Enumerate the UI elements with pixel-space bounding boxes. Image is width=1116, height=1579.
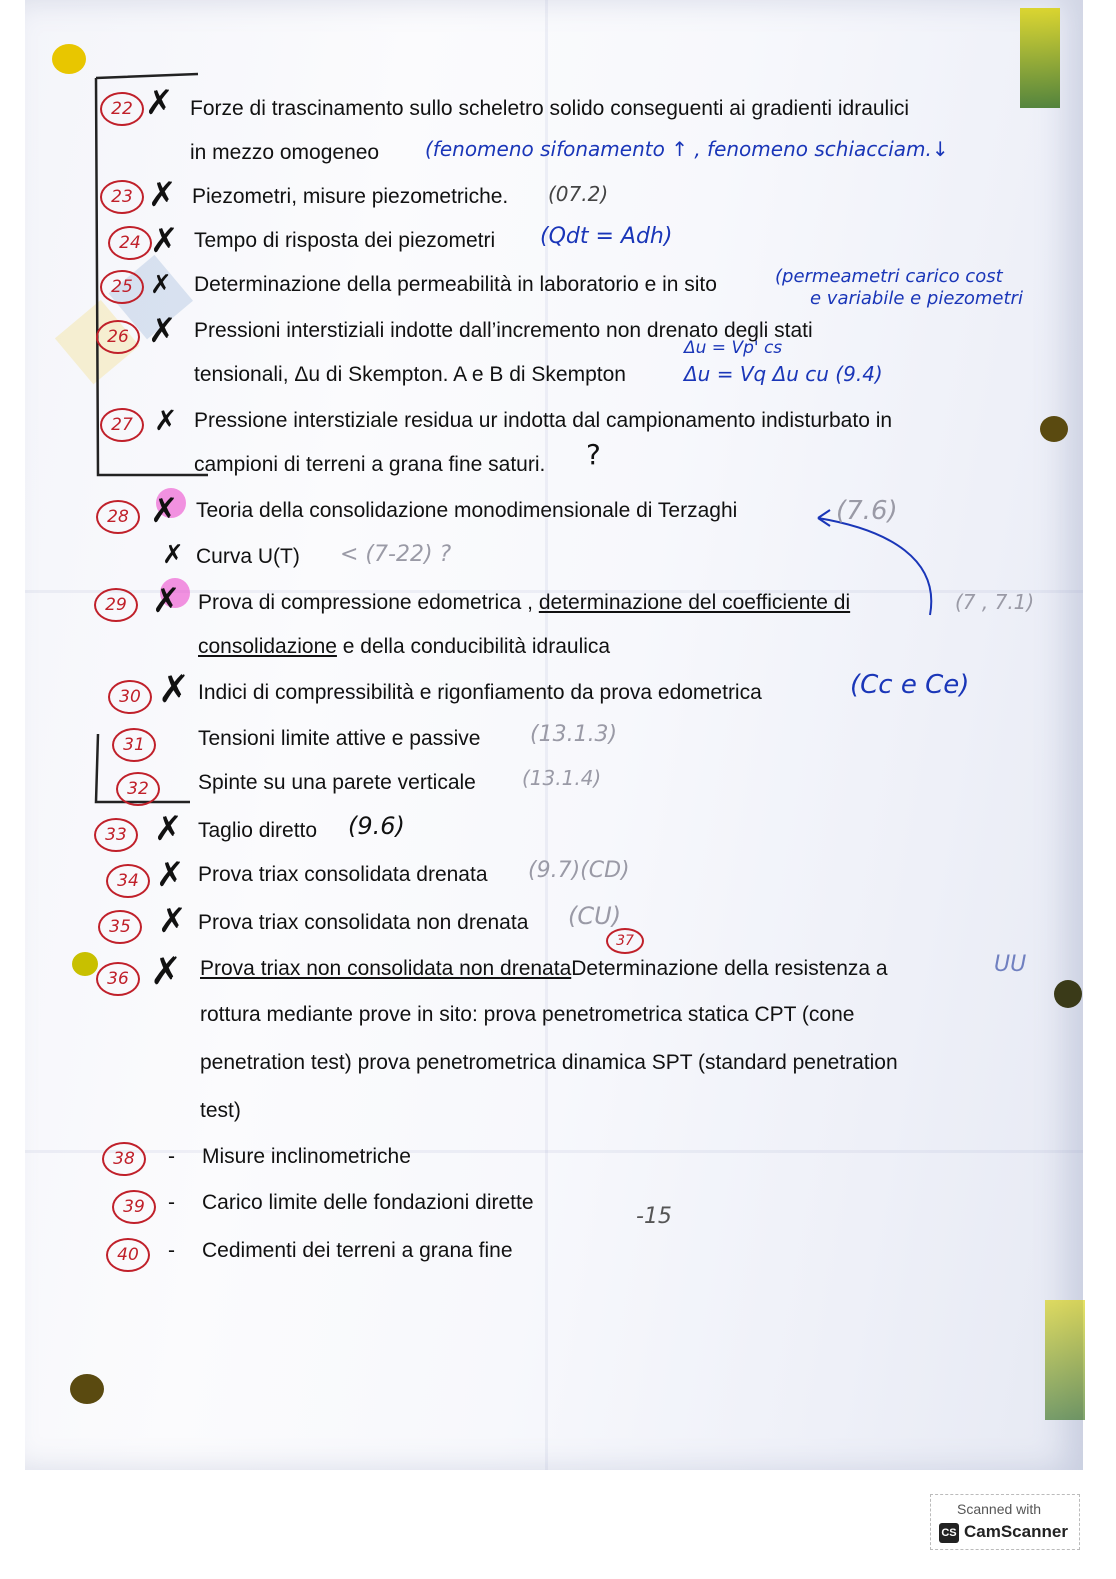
handwritten-note: (7 , 7.1) — [955, 590, 1035, 614]
cross-mark-icon: ✗ — [158, 901, 187, 941]
item-text: Curva U(T) — [196, 545, 300, 568]
cross-mark-icon: ✗ — [158, 667, 190, 711]
item-number: 22 — [100, 92, 144, 126]
item-number: 30 — [108, 680, 152, 714]
handwritten-note: (CU) — [568, 902, 622, 930]
item-text — [198, 590, 850, 616]
item-text: Indici di compressibilità e rigonfiamento da prova edometrica — [198, 681, 762, 704]
item-text-part: Determinazione della resistenza a — [571, 957, 888, 980]
cross-mark-icon: ✗ — [150, 221, 179, 261]
item-text: Tensioni limite attive e passive — [198, 727, 481, 750]
cross-mark-icon: ✗ — [150, 949, 182, 993]
cross-mark-icon: ✗ — [162, 540, 184, 570]
item-text: Tempo di risposta dei piezometri — [194, 229, 496, 252]
handwritten-note: Δu = Vq Δu cu (9.4) — [684, 362, 883, 386]
dash-marker: - — [168, 1239, 175, 1262]
item-text — [200, 956, 888, 982]
cross-mark-icon: ✗ — [154, 809, 183, 849]
item-text: Misure inclinometriche — [202, 1145, 411, 1168]
item-number: 28 — [96, 500, 140, 534]
plant-decoration — [1020, 8, 1060, 108]
item-text: test) — [200, 1099, 241, 1122]
item-number: 35 — [98, 910, 142, 944]
cross-mark-icon: ✗ — [145, 83, 174, 123]
item-number: 40 — [106, 1238, 150, 1272]
cross-mark-icon: ✗ — [152, 581, 181, 621]
dash-marker: - — [168, 1191, 175, 1214]
handwritten-note: (Qdt = Adh) — [540, 224, 673, 249]
pin-icon — [1040, 416, 1068, 442]
item-text: Pressioni interstiziali indotte dall’incremento non drenato degli stati — [194, 319, 813, 342]
item-number: 36 — [96, 962, 140, 996]
handwritten-note: -15 — [636, 1204, 672, 1229]
item-text-part: e della conducibilità idraulica — [336, 635, 611, 658]
handwritten-note: < (7-22) ? — [340, 542, 452, 567]
handwritten-note: (13.1.4) — [522, 766, 602, 790]
item-text: rottura mediante prove in sito: prova penetrometrica statica CPT (cone — [200, 1003, 855, 1026]
camscanner-logo-icon: CS — [939, 1523, 959, 1543]
badge-brand: CamScanner — [964, 1522, 1068, 1541]
handwritten-note: UU — [994, 952, 1027, 977]
item-number: 38 — [102, 1142, 146, 1176]
item-text: campioni di terreni a grana fine saturi. — [194, 453, 546, 476]
pin-icon — [70, 1374, 104, 1404]
item-text: Forze di trascinamento sullo scheletro solido conseguenti ai gradienti idraulici — [190, 97, 910, 120]
camscanner-badge — [930, 1494, 1080, 1550]
cross-mark-icon: ✗ — [148, 175, 177, 215]
pin-icon — [1054, 980, 1082, 1008]
item-text-underlined: consolidazione — [198, 635, 337, 658]
item-text: Spinte su una parete verticale — [198, 771, 476, 794]
item-text: Cedimenti dei terreni a grana fine — [202, 1239, 513, 1262]
item-number: 29 — [94, 588, 138, 622]
item-text: Taglio diretto — [198, 819, 318, 842]
item-text: in mezzo omogeneo — [190, 141, 380, 164]
item-text-part: Prova di compressione edometrica , — [198, 591, 539, 614]
item-number: 26 — [96, 320, 140, 354]
handwritten-note: Δu = Vp' cs — [684, 338, 783, 358]
item-number: 31 — [112, 728, 156, 762]
item-number: 27 — [100, 408, 144, 442]
handwritten-note: e variabile e piezometri — [810, 288, 1023, 309]
handwritten-note: (13.1.3) — [530, 722, 618, 747]
item-number: 37 — [606, 928, 644, 954]
item-text: Piezometri, misure piezometriche. — [192, 185, 509, 208]
paper-fold — [25, 1150, 1083, 1153]
item-text: tensionali, Δu di Skempton. A e B di Skempton — [194, 363, 626, 386]
item-text: penetration test) prova penetrometrica dinamica SPT (standard penetration — [200, 1051, 898, 1074]
handwritten-note: ? — [586, 438, 601, 471]
pin-icon — [72, 952, 98, 976]
item-text: Carico limite delle fondazioni dirette — [202, 1191, 534, 1214]
dash-marker: - — [168, 1145, 175, 1168]
item-number: 24 — [108, 226, 152, 260]
item-number: 23 — [100, 180, 144, 214]
handwritten-note: (7.6) — [836, 496, 898, 526]
item-number: 33 — [94, 818, 138, 852]
item-text: Teoria della consolidazione monodimensionale di Terzaghi — [196, 499, 738, 522]
handwritten-note: (9.7)(CD) — [528, 858, 630, 883]
item-text: Prova triax consolidata non drenata — [198, 911, 529, 934]
item-number: 32 — [116, 772, 160, 806]
handwritten-note: (07.2) — [548, 182, 609, 206]
handwritten-note: (permeametri carico cost — [775, 266, 1003, 287]
handwritten-note: (9.6) — [348, 812, 405, 840]
cross-mark-icon: ✗ — [148, 311, 177, 351]
handwritten-note: (fenomeno sifonamento ↑ , fenomeno schiacciam.↓ — [425, 137, 949, 161]
cross-mark-icon: ✗ — [150, 491, 179, 531]
item-text: Determinazione della permeabilità in laboratorio e in sito — [194, 273, 717, 296]
item-number: 39 — [112, 1190, 156, 1224]
cross-mark-icon: ✗ — [150, 270, 172, 300]
item-text: Pressione interstiziale residua ur indotta dal campionamento indisturbato in — [194, 409, 893, 432]
item-text-underlined: Prova triax non consolidata non drenata — [200, 957, 572, 980]
item-number: 25 — [100, 270, 144, 304]
item-number: 34 — [106, 864, 150, 898]
pin-icon — [52, 44, 86, 74]
item-text — [198, 634, 610, 660]
cross-mark-icon: ✗ — [154, 404, 178, 437]
item-text-underlined: determinazione del coefficiente di — [538, 591, 851, 614]
item-text: Prova triax consolidata drenata — [198, 863, 488, 886]
plant-decoration — [1045, 1300, 1085, 1420]
handwritten-note: (Cc e Ce) — [850, 670, 970, 700]
cross-mark-icon: ✗ — [156, 855, 185, 895]
badge-caption: Scanned with — [957, 1501, 1042, 1517]
